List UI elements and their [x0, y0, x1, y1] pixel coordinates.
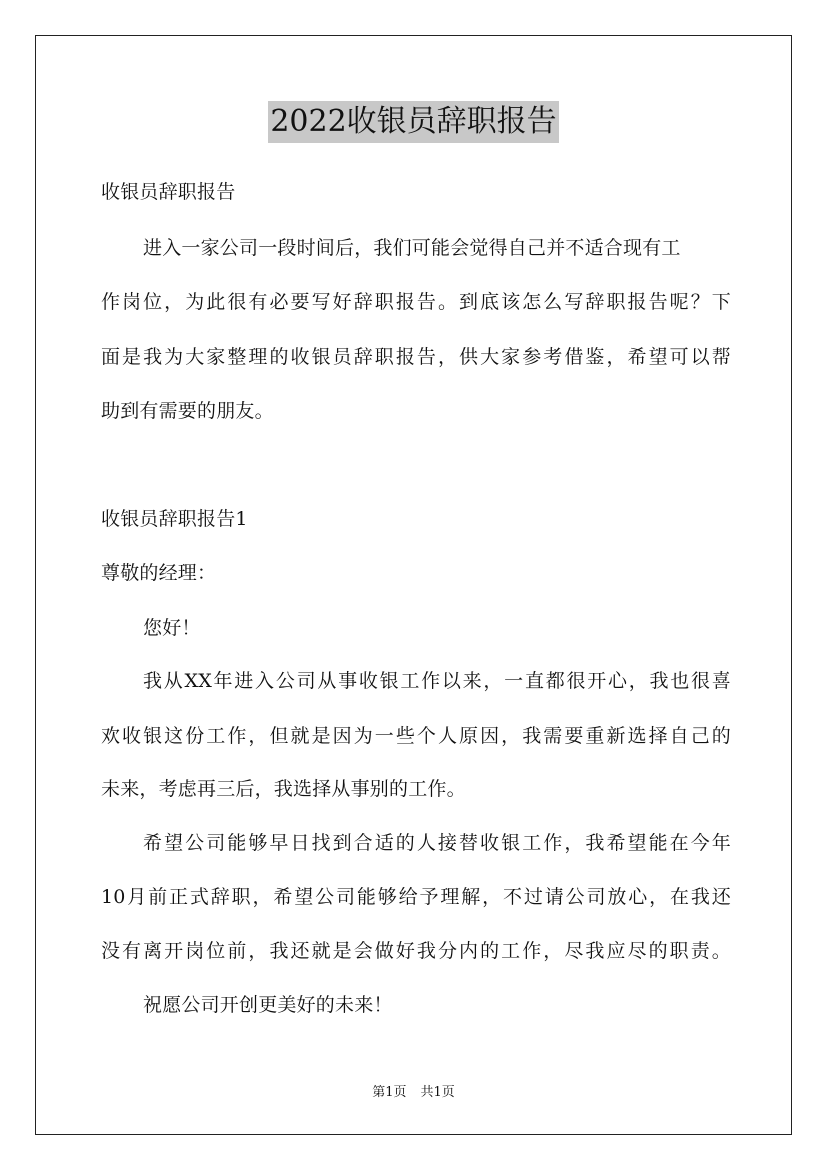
document-title: 2022收银员辞职报告 [268, 101, 558, 143]
intro-line: 进入一家公司一段时间后，我们可能会觉得自己并不适合现有工 [143, 237, 681, 259]
paragraph-line: 未来，考虑再三后，我选择从事别的工作。 [101, 778, 466, 800]
paragraph-line: 没有离开岗位前，我还就是会做好我分内的工作，尽我应尽的职责。 [101, 940, 731, 962]
paragraph-line: 10月前正式辞职，希望公司能够给予理解，不过请公司放心，在我还 [101, 886, 731, 908]
intro-line: 助到有需要的朋友。 [101, 400, 274, 422]
section-heading: 收银员辞职报告1 [101, 508, 248, 530]
intro-line: 面是我为大家整理的收银员辞职报告，供大家参考借鉴，希望可以帮 [101, 346, 731, 368]
page-total: 共1页 [420, 1085, 455, 1100]
page-number: 第1页 [372, 1085, 407, 1100]
intro-line: 作岗位，为此很有必要写好辞职报告。到底该怎么写辞职报告呢？下 [101, 291, 731, 313]
paragraph-line: 欢收银这份工作，但就是因为一些个人原因，我需要重新选择自己的 [101, 725, 731, 747]
closing-line: 祝愿公司开创更美好的未来！ [143, 994, 393, 1016]
page-footer [0, 1084, 827, 1102]
subtitle: 收银员辞职报告 [101, 181, 236, 203]
greeting: 您好！ [143, 617, 201, 639]
paragraph-line: 希望公司能够早日找到合适的人接替收银工作，我希望能在今年 [143, 832, 731, 854]
salutation: 尊敬的经理： [101, 562, 217, 584]
paragraph-line: 我从XX年进入公司从事收银工作以来，一直都很开心，我也很喜 [143, 670, 731, 692]
title-container [0, 101, 827, 143]
